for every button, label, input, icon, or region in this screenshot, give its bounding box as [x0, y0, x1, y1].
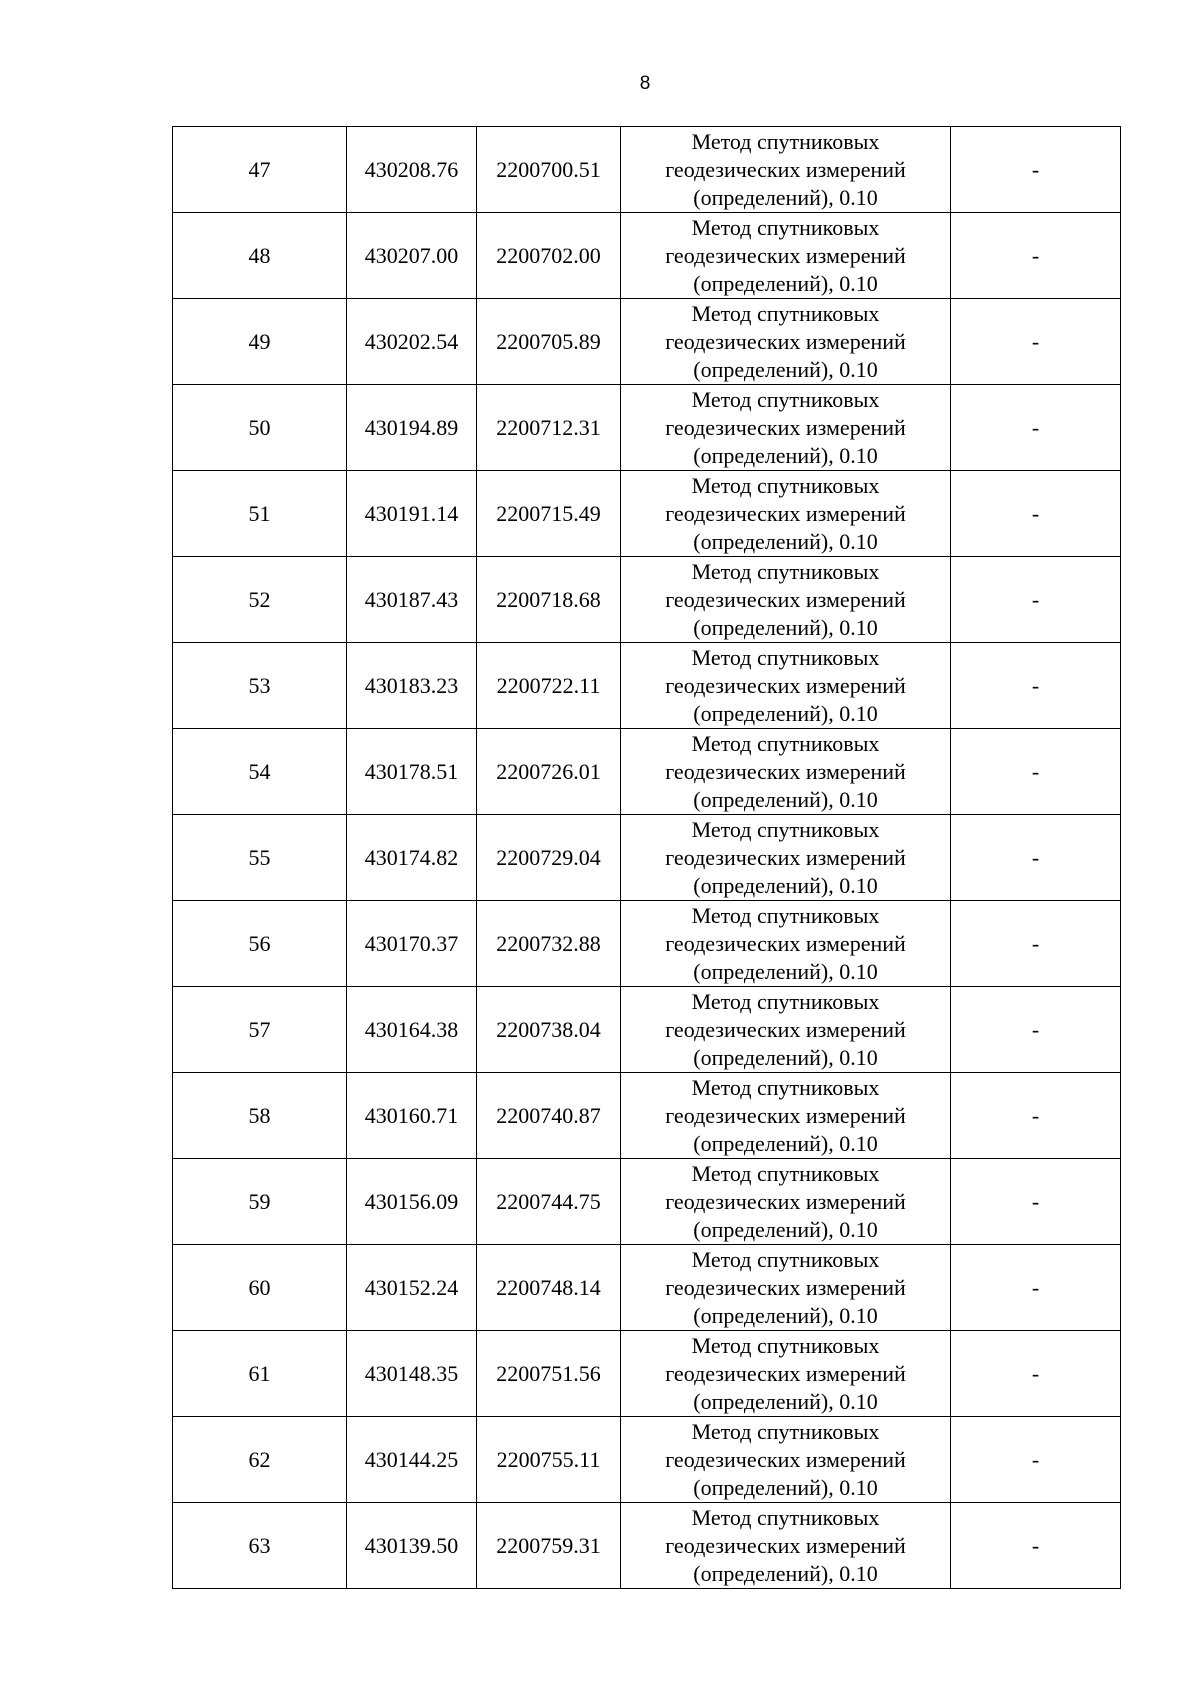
table-row [173, 471, 1121, 557]
method-text: Метод спутниковых геодезических измерений (определений), 0.10 [665, 472, 906, 554]
note-cell: - [951, 987, 1121, 1073]
x-coordinate-cell: 430183.23 [347, 643, 477, 729]
point-number-cell: 57 [173, 987, 347, 1073]
method-text: Метод спутниковых геодезических измерений (определений), 0.10 [665, 1418, 906, 1500]
method-text: Метод спутниковых геодезических измерений (определений), 0.10 [665, 1504, 906, 1586]
point-number-cell: 63 [173, 1503, 347, 1589]
note-cell: - [951, 729, 1121, 815]
x-coordinate-cell: 430191.14 [347, 471, 477, 557]
y-coordinate-cell: 2200712.31 [477, 385, 621, 471]
x-coordinate-cell: 430178.51 [347, 729, 477, 815]
table-row [173, 643, 1121, 729]
x-coordinate-cell: 430207.00 [347, 213, 477, 299]
method-cell [621, 471, 951, 557]
method-text: Метод спутниковых геодезических измерений (определений), 0.10 [665, 386, 906, 468]
note-cell: - [951, 1245, 1121, 1331]
method-text: Метод спутниковых геодезических измерений (определений), 0.10 [665, 214, 906, 296]
x-coordinate-cell: 430170.37 [347, 901, 477, 987]
method-cell [621, 385, 951, 471]
x-coordinate-cell: 430208.76 [347, 127, 477, 213]
table-row [173, 213, 1121, 299]
method-cell [621, 901, 951, 987]
point-number-cell: 47 [173, 127, 347, 213]
y-coordinate-cell: 2200751.56 [477, 1331, 621, 1417]
table-row [173, 1503, 1121, 1589]
x-coordinate-cell: 430202.54 [347, 299, 477, 385]
method-text: Метод спутниковых геодезических измерений (определений), 0.10 [665, 730, 906, 812]
method-text: Метод спутниковых геодезических измерений (определений), 0.10 [665, 1246, 906, 1328]
y-coordinate-cell: 2200748.14 [477, 1245, 621, 1331]
point-number-cell: 54 [173, 729, 347, 815]
x-coordinate-cell: 430160.71 [347, 1073, 477, 1159]
x-coordinate-cell: 430164.38 [347, 987, 477, 1073]
table-row [173, 729, 1121, 815]
method-text: Метод спутниковых геодезических измерений (определений), 0.10 [665, 558, 906, 640]
table-row [173, 1073, 1121, 1159]
x-coordinate-cell: 430139.50 [347, 1503, 477, 1589]
note-cell: - [951, 557, 1121, 643]
method-cell [621, 1159, 951, 1245]
method-cell [621, 299, 951, 385]
table-row [173, 815, 1121, 901]
y-coordinate-cell: 2200715.49 [477, 471, 621, 557]
table-row [173, 299, 1121, 385]
note-cell: - [951, 127, 1121, 213]
method-cell [621, 1417, 951, 1503]
note-cell: - [951, 299, 1121, 385]
y-coordinate-cell: 2200702.00 [477, 213, 621, 299]
x-coordinate-cell: 430174.82 [347, 815, 477, 901]
point-number-cell: 55 [173, 815, 347, 901]
x-coordinate-cell: 430148.35 [347, 1331, 477, 1417]
x-coordinate-cell: 430187.43 [347, 557, 477, 643]
y-coordinate-cell: 2200718.68 [477, 557, 621, 643]
y-coordinate-cell: 2200755.11 [477, 1417, 621, 1503]
point-number-cell: 59 [173, 1159, 347, 1245]
point-number-cell: 58 [173, 1073, 347, 1159]
note-cell: - [951, 385, 1121, 471]
note-cell: - [951, 1159, 1121, 1245]
table-row [173, 557, 1121, 643]
page-number: 8 [639, 73, 651, 94]
method-text: Метод спутниковых геодезических измерений (определений), 0.10 [665, 300, 906, 382]
table-row [173, 1331, 1121, 1417]
coordinates-table [172, 126, 1121, 1589]
method-text: Метод спутниковых геодезических измерений (определений), 0.10 [665, 816, 906, 898]
x-coordinate-cell: 430194.89 [347, 385, 477, 471]
table-row [173, 1245, 1121, 1331]
method-text: Метод спутниковых геодезических измерений (определений), 0.10 [665, 1160, 906, 1242]
point-number-cell: 56 [173, 901, 347, 987]
method-cell [621, 643, 951, 729]
table-row [173, 1159, 1121, 1245]
method-cell [621, 815, 951, 901]
method-text: Метод спутниковых геодезических измерений (определений), 0.10 [665, 1332, 906, 1414]
table-row [173, 127, 1121, 213]
x-coordinate-cell: 430144.25 [347, 1417, 477, 1503]
method-cell [621, 213, 951, 299]
y-coordinate-cell: 2200700.51 [477, 127, 621, 213]
point-number-cell: 48 [173, 213, 347, 299]
method-text: Метод спутниковых геодезических измерений (определений), 0.10 [665, 128, 906, 210]
y-coordinate-cell: 2200738.04 [477, 987, 621, 1073]
method-cell [621, 1073, 951, 1159]
note-cell: - [951, 213, 1121, 299]
x-coordinate-cell: 430152.24 [347, 1245, 477, 1331]
y-coordinate-cell: 2200740.87 [477, 1073, 621, 1159]
note-cell: - [951, 1417, 1121, 1503]
note-cell: - [951, 471, 1121, 557]
note-cell: - [951, 1331, 1121, 1417]
note-cell: - [951, 1503, 1121, 1589]
method-text: Метод спутниковых геодезических измерений (определений), 0.10 [665, 988, 906, 1070]
point-number-cell: 49 [173, 299, 347, 385]
note-cell: - [951, 1073, 1121, 1159]
method-text: Метод спутниковых геодезических измерений (определений), 0.10 [665, 902, 906, 984]
point-number-cell: 52 [173, 557, 347, 643]
method-cell [621, 1503, 951, 1589]
point-number-cell: 60 [173, 1245, 347, 1331]
note-cell: - [951, 815, 1121, 901]
y-coordinate-cell: 2200744.75 [477, 1159, 621, 1245]
method-cell [621, 729, 951, 815]
y-coordinate-cell: 2200726.01 [477, 729, 621, 815]
note-cell: - [951, 901, 1121, 987]
method-text: Метод спутниковых геодезических измерений (определений), 0.10 [665, 644, 906, 726]
method-cell [621, 987, 951, 1073]
method-text: Метод спутниковых геодезических измерений (определений), 0.10 [665, 1074, 906, 1156]
table-row [173, 385, 1121, 471]
method-cell [621, 557, 951, 643]
x-coordinate-cell: 430156.09 [347, 1159, 477, 1245]
method-cell [621, 1331, 951, 1417]
y-coordinate-cell: 2200722.11 [477, 643, 621, 729]
point-number-cell: 61 [173, 1331, 347, 1417]
y-coordinate-cell: 2200759.31 [477, 1503, 621, 1589]
point-number-cell: 50 [173, 385, 347, 471]
point-number-cell: 62 [173, 1417, 347, 1503]
point-number-cell: 53 [173, 643, 347, 729]
point-number-cell: 51 [173, 471, 347, 557]
table-row [173, 1417, 1121, 1503]
coordinates-table-body [173, 127, 1121, 1589]
y-coordinate-cell: 2200732.88 [477, 901, 621, 987]
table-row [173, 987, 1121, 1073]
note-cell: - [951, 643, 1121, 729]
method-cell [621, 127, 951, 213]
y-coordinate-cell: 2200729.04 [477, 815, 621, 901]
table-row [173, 901, 1121, 987]
method-cell [621, 1245, 951, 1331]
y-coordinate-cell: 2200705.89 [477, 299, 621, 385]
